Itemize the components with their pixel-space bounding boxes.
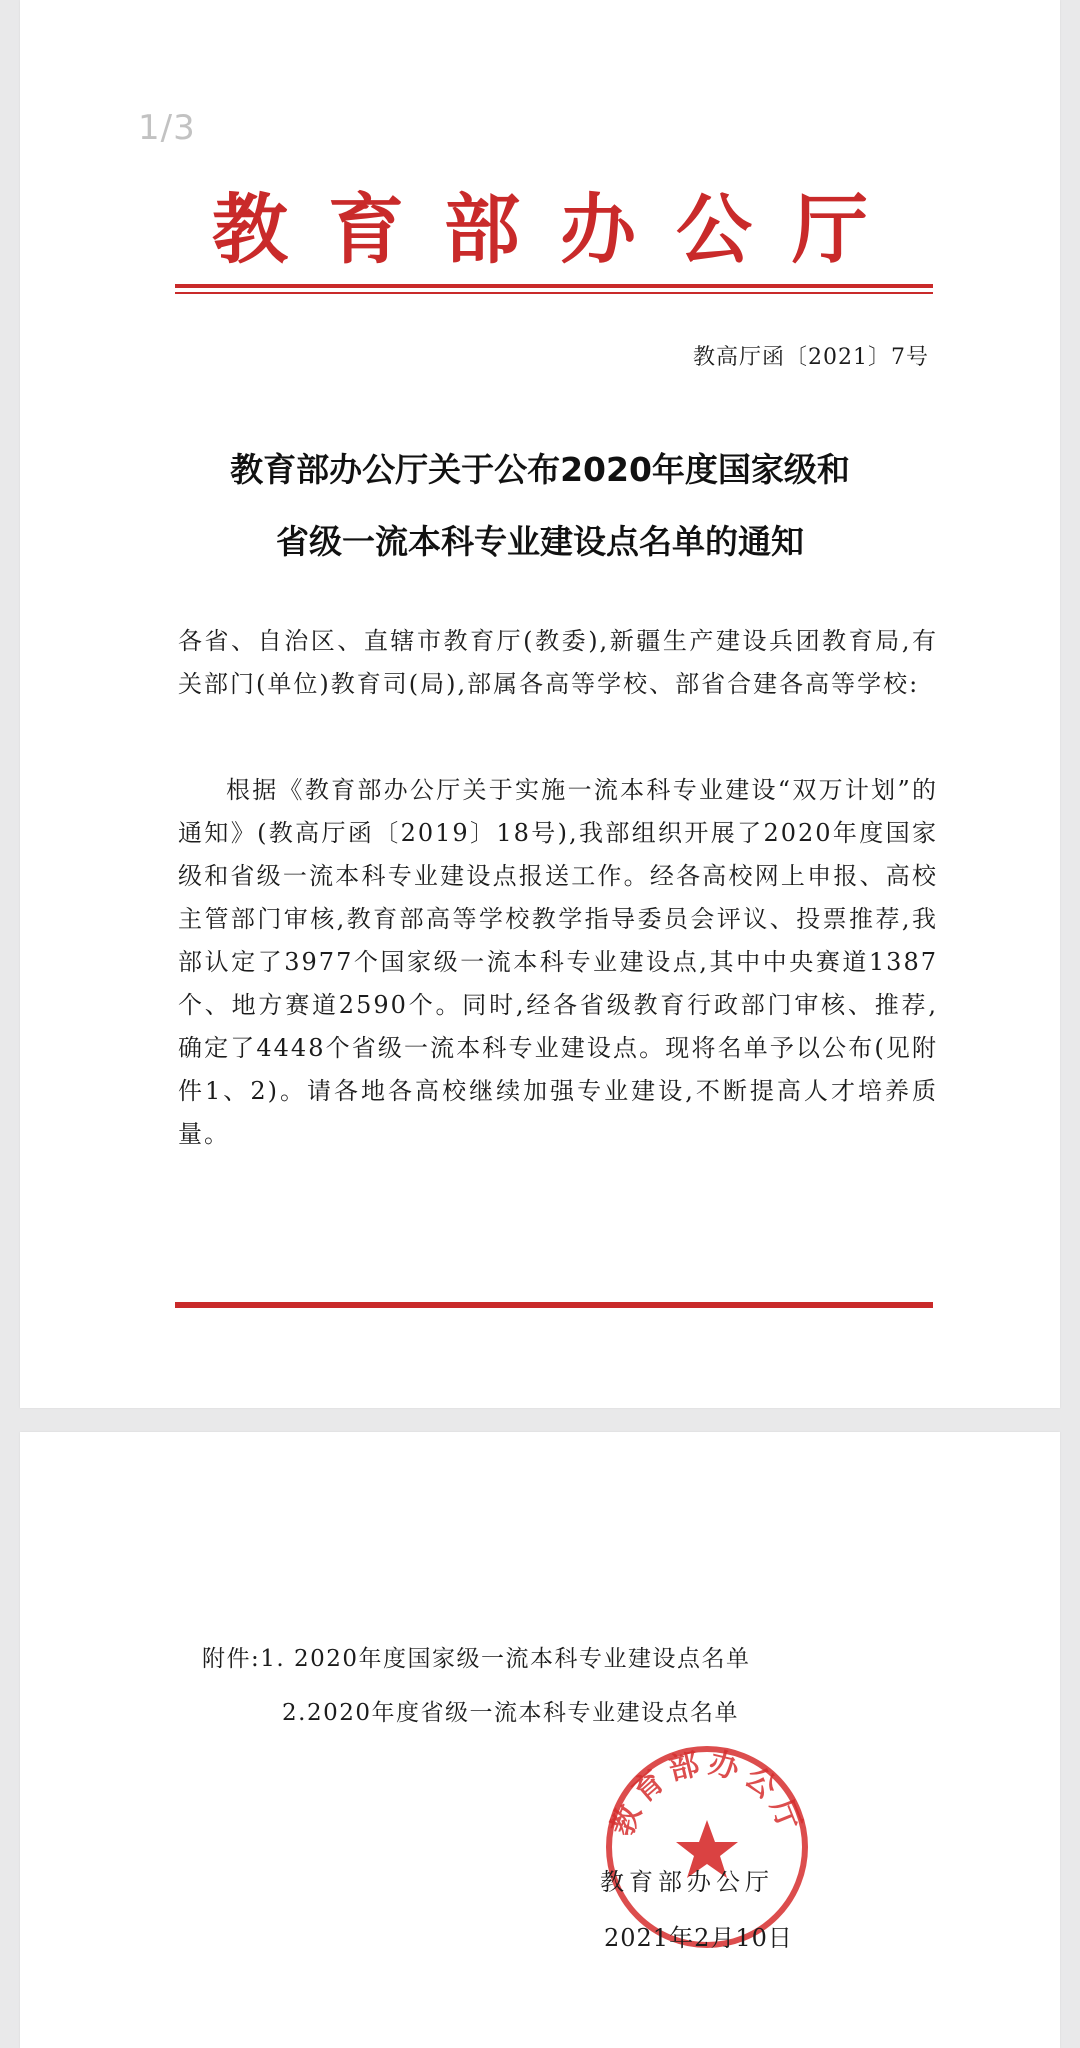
document-page-1 (20, 0, 1060, 1408)
issuing-org-header: 教育部办公厅 (212, 185, 908, 274)
salutation: 各省、自治区、直辖市教育厅(教委),新疆生产建设兵团教育局,有关部门(单位)教育司(局),部属各高等学校、部省合建各高等学校: (178, 627, 938, 698)
page-counter: 1/3 (138, 108, 196, 148)
signature-org: 教育部办公厅 (600, 1868, 774, 1896)
document-number: 教高厅函〔2021〕7号 (693, 345, 929, 370)
signature-date: 2021年2月10日 (604, 1924, 793, 1952)
attachment-line-2: 2.2020年度省级一流本科专业建设点名单 (282, 1700, 739, 1726)
attachment-line-1: 附件:1. 2020年度国家级一流本科专业建设点名单 (202, 1646, 751, 1672)
title-line-2: 省级一流本科专业建设点名单的通知 (276, 522, 804, 561)
red-divider-top (175, 284, 933, 294)
title-line-1: 教育部办公厅关于公布2020年度国家级和 (230, 450, 850, 489)
seal-text: 教育部办公厅 (604, 1745, 810, 1841)
document-page-2 (20, 1432, 1060, 2048)
red-divider-bottom (175, 1298, 933, 1308)
body-paragraph: 根据《教育部办公厅关于实施一流本科专业建设“双万计划”的通知》(教高厅函〔2019〕18号),我部组织开展了2020年度国家级和省级一流本科专业建设点报送工作。经各高校网上申报、高校主管部门审核,教育部高等学校教学指导委员会评议、投票推荐,我部认定了3977个国家级一流本科专业建设点,其中中央赛道1387个、地方赛道2590个。同时,经各省级教育行政部门审核、推荐,确定了4448个省级一流本科专业建设点。现将名单予以公布(见附件1、2)。请各地各高校继续加强专业建设,不断提高人才培养质量。 (178, 776, 938, 1148)
